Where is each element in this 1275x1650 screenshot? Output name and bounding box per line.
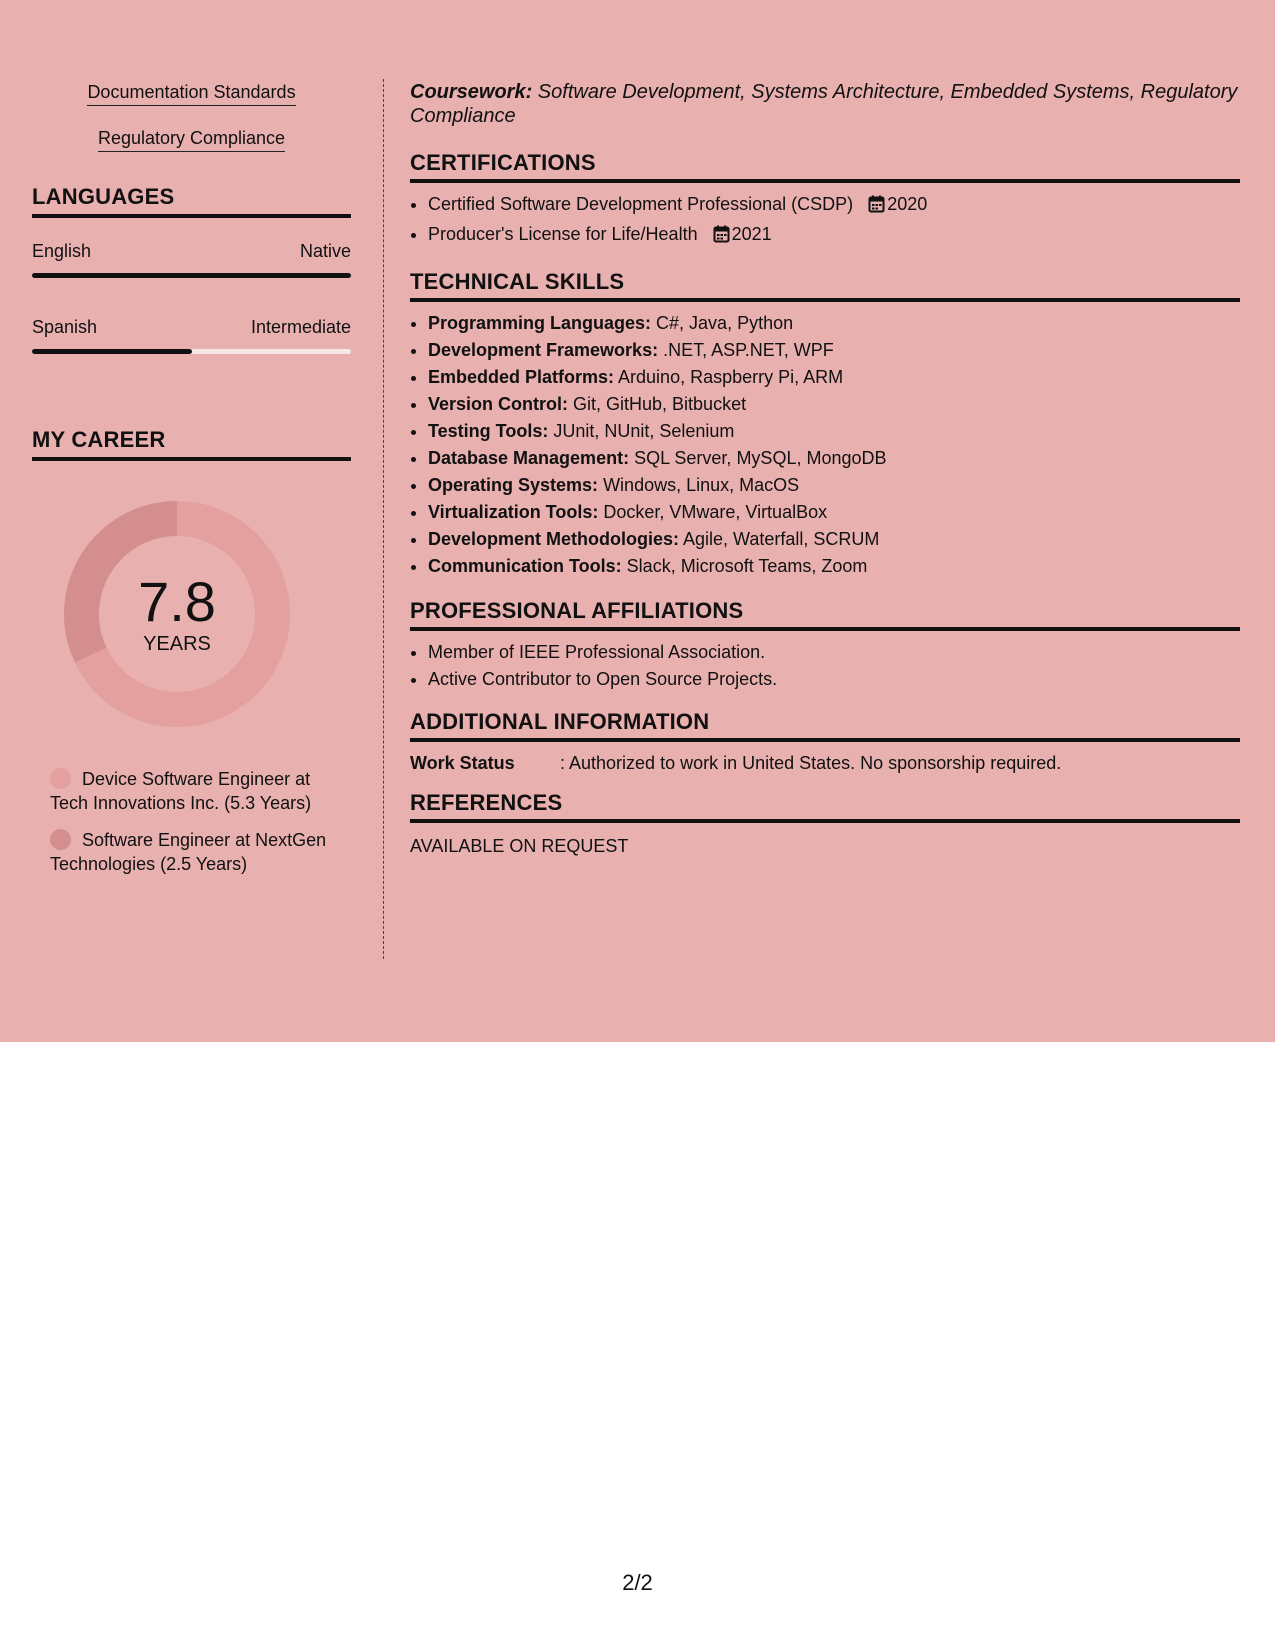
coursework-text: Software Development, Systems Architecture, Embedded Systems, Regulatory Compliance	[410, 81, 1238, 127]
language-name: Spanish	[32, 317, 98, 337]
work-status-label: Work Status	[410, 753, 515, 773]
career-donut-chart	[62, 499, 292, 729]
column-divider	[383, 79, 384, 959]
coursework	[410, 80, 1240, 128]
certification-item	[428, 221, 1240, 251]
affiliations-list	[410, 639, 1240, 693]
career-total-unit: YEARS	[143, 633, 211, 655]
affiliation-item: • Member of IEEE Professional Association.	[428, 639, 1240, 666]
skill-item	[428, 418, 1240, 445]
career-legend-label: Device Software Engineer at Tech Innovations Inc. (5.3 Years)	[50, 769, 312, 813]
additional-info-section	[410, 709, 1240, 774]
skill-tag: Documentation Standards	[87, 80, 295, 106]
coursework-label: Coursework:	[410, 81, 533, 103]
skill-value: Slack, Microsoft Teams, Zoom	[621, 556, 868, 576]
calendar-icon	[713, 224, 730, 251]
skill-label: Programming Languages:	[428, 313, 652, 333]
certification-year: 2020	[887, 194, 928, 214]
skill-label: Operating Systems:	[428, 475, 599, 495]
additional-info-heading: ADDITIONAL INFORMATION	[410, 709, 1240, 742]
certification-name: Certified Software Development Professional (CSDP)	[428, 194, 854, 214]
skill-label: Virtualization Tools:	[428, 502, 599, 522]
skill-label: Testing Tools:	[428, 421, 549, 441]
sidebar	[32, 80, 351, 889]
references-section	[410, 790, 1240, 857]
skill-tags	[32, 80, 351, 152]
certifications-section	[410, 150, 1240, 251]
certification-item	[428, 191, 1240, 221]
skill-value: Windows, Linux, MacOS	[598, 475, 800, 495]
language-proficiency-bar	[32, 349, 351, 354]
skill-item	[428, 364, 1240, 391]
skill-value: C#, Java, Python	[651, 313, 794, 333]
language-name: English	[32, 241, 92, 261]
skill-item	[428, 526, 1240, 553]
skill-item	[428, 499, 1240, 526]
technical-skills-section	[410, 269, 1240, 580]
skill-value: .NET, ASP.NET, WPF	[658, 340, 834, 360]
skill-value: SQL Server, MySQL, MongoDB	[629, 448, 887, 468]
certification-year: 2021	[731, 224, 772, 244]
career-legend-label: Software Engineer at NextGen Technologies (2.5 Years)	[50, 830, 327, 874]
skill-label: Version Control:	[428, 394, 569, 414]
skill-label: Database Management:	[428, 448, 630, 468]
skill-item	[428, 445, 1240, 472]
calendar-icon	[868, 194, 885, 221]
references-heading: REFERENCES	[410, 790, 1240, 823]
legend-dot-icon	[50, 829, 71, 850]
language-proficiency-bar	[32, 273, 351, 278]
skill-value: Agile, Waterfall, SCRUM	[679, 529, 880, 549]
certifications-list	[410, 191, 1240, 251]
skill-value: JUnit, NUnit, Selenium	[548, 421, 735, 441]
certifications-heading: CERTIFICATIONS	[410, 150, 1240, 183]
skill-value: Git, GitHub, Bitbucket	[568, 394, 747, 414]
career-legend-item	[50, 828, 340, 876]
language-item	[32, 240, 351, 278]
skill-item	[428, 337, 1240, 364]
work-status-value: : Authorized to work in United States. No sponsorship required.	[560, 753, 1062, 773]
work-status-row	[410, 752, 1240, 774]
technical-skills-heading: TECHNICAL SKILLS	[410, 269, 1240, 302]
skill-value: Docker, VMware, VirtualBox	[598, 502, 828, 522]
skill-item	[428, 472, 1240, 499]
skill-item	[428, 553, 1240, 580]
legend-dot-icon	[50, 768, 71, 789]
affiliation-item: • Active Contributor to Open Source Projects.	[428, 666, 1240, 693]
skill-tag: Regulatory Compliance	[98, 126, 285, 152]
language-level: Intermediate	[250, 317, 351, 337]
career-total-years: 7.8	[138, 570, 216, 633]
page-number: 2/2	[622, 1570, 653, 1595]
career-heading: MY CAREER	[32, 427, 351, 461]
skill-label: Development Frameworks:	[428, 340, 659, 360]
language-proficiency-fill	[32, 273, 351, 278]
skill-item	[428, 310, 1240, 337]
affiliations-section	[410, 598, 1240, 693]
technical-skills-list	[410, 310, 1240, 580]
language-proficiency-fill	[32, 349, 192, 354]
language-item	[32, 316, 351, 354]
certification-name: Producer's License for Life/Health	[428, 224, 698, 244]
skill-label: Embedded Platforms:	[428, 367, 615, 387]
language-level: Native	[299, 241, 351, 261]
skill-label: Development Methodologies:	[428, 529, 680, 549]
career-legend-item	[50, 767, 340, 815]
skill-label: Communication Tools:	[428, 556, 622, 576]
affiliations-heading: PROFESSIONAL AFFILIATIONS	[410, 598, 1240, 631]
skill-item	[428, 391, 1240, 418]
languages-heading: LANGUAGES	[32, 184, 351, 218]
skill-value: Arduino, Raspberry Pi, ARM	[614, 367, 844, 387]
main-content	[410, 80, 1240, 857]
references-text: AVAILABLE ON REQUEST	[410, 836, 629, 856]
career-legend	[50, 767, 340, 876]
